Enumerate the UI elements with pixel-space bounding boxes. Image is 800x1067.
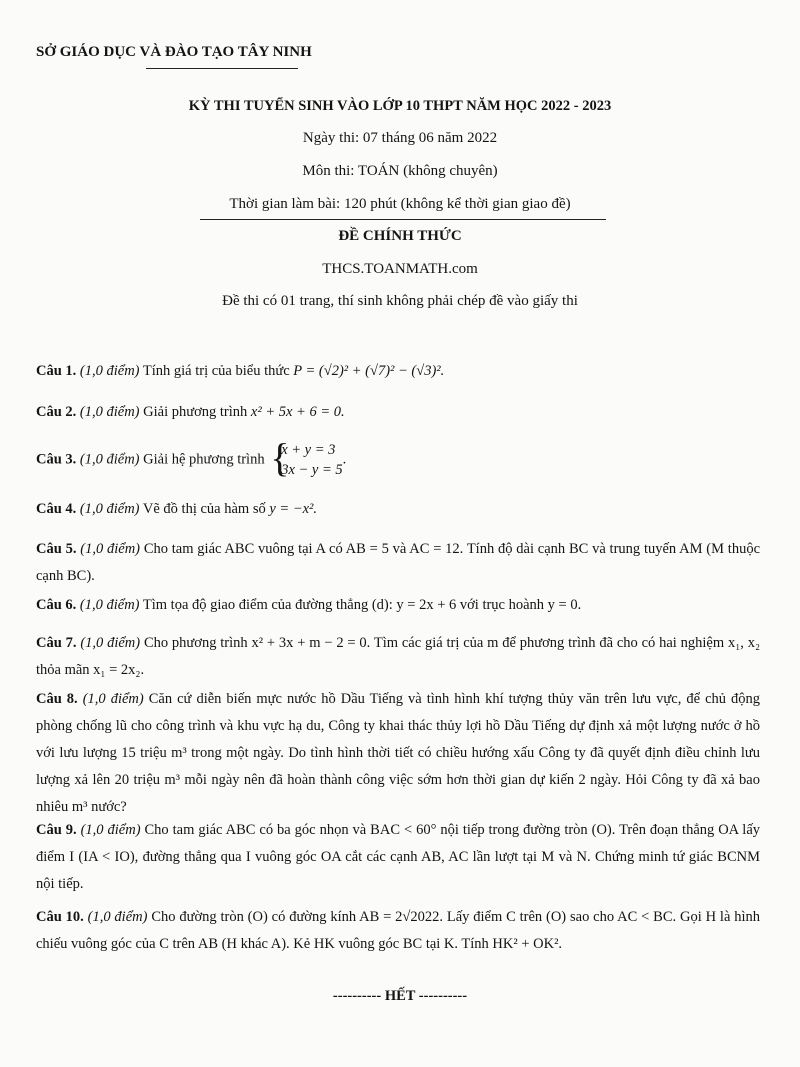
- equation-2: 3x − y = 5: [281, 462, 343, 478]
- math-expression: P = (√2)² + (√7)² − (√3)².: [293, 363, 445, 379]
- question-3: Câu 3. (1,0 điểm) Giải hệ phương trình { x + y = 3 3x − y = 5 .: [36, 435, 347, 480]
- department-name: SỞ GIÁO DỤC VÀ ĐÀO TẠO TÂY NINH: [36, 44, 312, 60]
- equation-system: [270, 435, 343, 480]
- question-text: Cho tam giác ABC có ba góc nhọn và BAC < 60° nội tiếp trong đường tròn (O). Trên đoạn thẳng OA lấy điểm I (IA < IO), đường thẳng qua I vuông góc OA cắt các cạnh AB, AC lần lượt tại M và N. Chứng minh tứ giác BCNM nội tiếp.: [36, 822, 761, 892]
- question-points: (1,0 điểm): [80, 822, 141, 838]
- question-text: Tính giá trị của biểu thức: [142, 363, 290, 379]
- question-text: Tìm tọa độ giao điểm của đường thẳng (d): y = 2x + 6 với trục hoành y = 0.: [142, 597, 582, 613]
- header-divider: [200, 219, 606, 220]
- question-text: Giải hệ phương trình: [143, 451, 265, 468]
- question-label: Câu 9.: [36, 822, 77, 838]
- department-underline: [146, 68, 298, 69]
- question-label: Câu 7.: [36, 635, 77, 651]
- exam-title: KỲ THI TUYỂN SINH VÀO LỚP 10 THPT NĂM HỌC 2022 - 2023: [188, 98, 612, 114]
- question-points: (1,0 điểm): [79, 404, 140, 420]
- question-label: Câu 4.: [36, 501, 77, 517]
- exam-subject: Môn thi: TOÁN (không chuyên): [302, 163, 498, 179]
- brace-icon: {: [270, 435, 290, 480]
- question-5: [36, 536, 760, 590]
- question-label: Câu 6.: [36, 597, 77, 613]
- question-6: [36, 592, 760, 619]
- question-text: Cho phương trình x² + 3x + m − 2 = 0. Tìm các giá trị của m để phương trình đã cho có hai nghiệm x₁, x₂ thỏa mãn x₁ = 2x₂.: [36, 635, 760, 678]
- question-4: [36, 496, 760, 523]
- exam-note: Đề thi có 01 trang, thí sinh không phải chép đề vào giấy thi: [222, 293, 578, 309]
- question-points: (1,0 điểm): [79, 501, 140, 517]
- site-name: THCS.TOANMATH.com: [322, 261, 478, 277]
- question-label: Câu 1.: [36, 363, 77, 379]
- question-10: [36, 904, 760, 958]
- math-expression: y = −x².: [269, 501, 318, 517]
- question-label: Câu 2.: [36, 404, 77, 420]
- question-text: Cho tam giác ABC vuông tại A có AB = 5 và AC = 12. Tính độ dài cạnh BC và trung tuyến AM (M thuộc cạnh BC).: [36, 541, 761, 584]
- question-text: Giải phương trình: [143, 404, 248, 420]
- question-label: Câu 8.: [36, 691, 78, 707]
- question-8: [36, 686, 760, 821]
- question-2: [36, 399, 760, 426]
- question-label: Câu 3.: [36, 451, 77, 468]
- question-points: (1,0 điểm): [82, 691, 144, 707]
- question-points: (1,0 điểm): [80, 635, 141, 651]
- question-label: Câu 5.: [36, 541, 77, 557]
- question-label: Câu 10.: [36, 909, 84, 925]
- equation-1: x + y = 3: [281, 442, 336, 458]
- official-label: ĐỀ CHÍNH THỨC: [338, 228, 462, 244]
- end-marker: ---------- HẾT ----------: [332, 988, 468, 1004]
- question-9: [36, 817, 760, 898]
- question-points: (1,0 điểm): [79, 597, 140, 613]
- question-text: Căn cứ diễn biến mực nước hồ Dầu Tiếng và tình hình khí tượng thủy văn trên lưu vực, để chủ động phòng chống lũ cho công trình và khu vực hạ du, Công ty khai thác thủy lợi hồ Dầu Tiếng dự định xả một lượng nước ở hồ với lưu lượng 15 triệu m³ trong một ngày. Do tình hình thời tiết có chiều hướng xấu Công ty đã quyết định điều chỉnh lưu lượng xả lên 20 triệu m³ mỗi ngày nên đã hoàn thành công việc sớm hơn thời gian dự kiến 2 ngày. Hỏi Công ty đã xả bao nhiêu m³ nước?: [36, 691, 761, 815]
- exam-duration: Thời gian làm bài: 120 phút (không kể thời gian giao đề): [229, 196, 571, 212]
- question-7: [36, 630, 760, 684]
- question-text: Cho đường tròn (O) có đường kính AB = 2√2022. Lấy điểm C trên (O) sao cho AC < BC. Gọi H là hình chiếu vuông góc của C trên AB (H khác A). Kẻ HK vuông góc BC tại K. Tính HK² + OK².: [36, 909, 761, 952]
- question-points: (1,0 điểm): [79, 451, 140, 468]
- math-expression: x² + 5x + 6 = 0.: [250, 404, 345, 420]
- question-points: (1,0 điểm): [87, 909, 148, 925]
- question-points: (1,0 điểm): [80, 541, 141, 557]
- question-points: (1,0 điểm): [79, 363, 140, 379]
- question-text: Vẽ đồ thị của hàm số: [142, 501, 266, 517]
- exam-date: Ngày thi: 07 tháng 06 năm 2022: [302, 130, 498, 146]
- question-1: [36, 358, 760, 385]
